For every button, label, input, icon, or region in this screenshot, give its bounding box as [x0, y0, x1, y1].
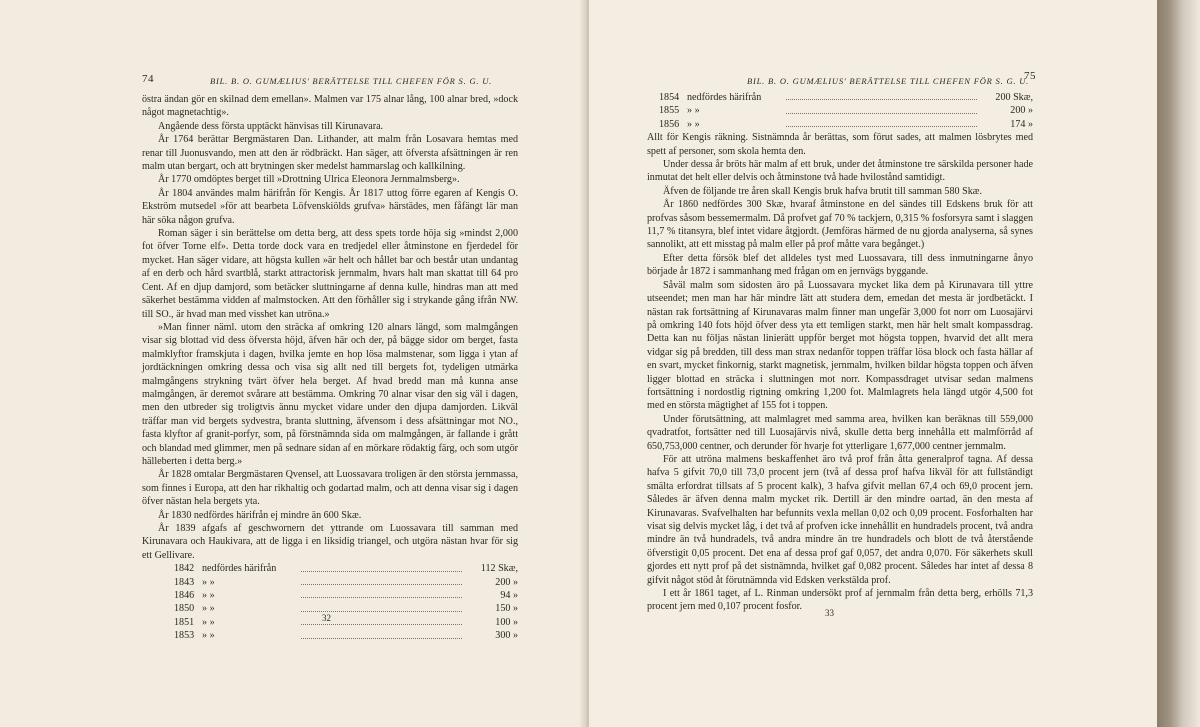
- paragraph: År 1839 afgafs af geschwornern det yttrande om Luossavara till samman med Kirunavara och Haukivara, att de ligga i en liksidig triangel, och utgöra nästan hvar för sig ett Gellivare.: [142, 523, 518, 561]
- right-running-title: BIL. B. O. GUMÆLIUS' BERÄTTELSE TILL CHEFEN FÖR S. G. U.: [747, 76, 1030, 86]
- leader-dots: [301, 589, 462, 598]
- table-value: 200 »: [495, 576, 518, 588]
- right-page-number: 75: [1024, 70, 1036, 82]
- table-year: 1842: [174, 563, 195, 575]
- table-year: 1851: [174, 616, 195, 628]
- table-row: [647, 118, 1033, 131]
- table-value: 200 Skæ,: [995, 92, 1033, 103]
- paragraph: År 1804 användes malm härifrån för Kengis. År 1817 uttog förre egaren af Kengis O. Ekström mutsedel »för att bearbeta Löfvenskiölds grufva» härstädes, men fåfängt lär man här söka någon grufva.: [142, 187, 518, 226]
- table-row: [142, 629, 518, 642]
- paragraph: »Man finner näml. utom den sträcka af omkring 120 alnars längd, som malmgången visar sig blottad vid dess öfversta höjd, äfven här och der, på bägge sidor om berget, fasta malmklyftor framskjuta i dagen, hvilka jemte en hop lösa malmstenar, som ligga i ytan af jordtäckningen omkring dessa och visa sig allt ned till bergets fot, tydeligen utmärka malmgångens strykning tvärt öfver hela berget. Af hvad bredd man må kunna anse malmgången, är deremot svårare att bestämma. Omkring 70 alnar visar den sig väl i dagen, men den utbreder sig troligtvis ännu mycket vidare under den djupa damjorden. Likväl träffar man vid bergets sydvestra, branta sluttning, äfvensom i dess afsättningar mot NO., fasta klyftor af granit-porfyr, som, på förstnämnda sida om malmgången, är fallande i grått och blandad med glimmer, men på sednare sidan af en mörkare rödaktig färg, och som utgör hälleberten i detta berg.»: [142, 321, 518, 467]
- paragraph: Efter detta försök blef det alldeles tyst med Luossavara, till dess inmutningarne ånyo började år 1872 i sammanhang med frågan om en jernvägs byggande.: [647, 252, 1033, 278]
- table-label: » »: [202, 590, 215, 602]
- paragraph: År 1764 berättar Bergmästaren Dan. Lithander, att malm från Losavara hemtas med renar till Juonusvando, men att den är rödbräckt. Han säger, att öfversta afsättningen är ren malm utan bergart, och att brytningen sker medelst hammarslag och kallkilning.: [142, 134, 518, 173]
- left-page: [0, 0, 585, 727]
- paragraph: År 1770 omdöptes berget till »Drottning Ulrica Eleonora Jernmalmsberg».: [158, 174, 460, 186]
- table-label: » »: [202, 603, 215, 615]
- table-value: 112 Skæ,: [480, 563, 518, 575]
- leader-dots: [786, 118, 977, 127]
- right-page: [589, 0, 1157, 727]
- left-page-number: 74: [142, 73, 154, 85]
- table-label: » »: [202, 616, 215, 628]
- table-row: [647, 91, 1033, 104]
- leader-dots: [301, 602, 462, 611]
- table-label: nedfördes härifrån: [202, 563, 277, 575]
- table-year: 1843: [174, 576, 195, 588]
- table-label: » »: [687, 118, 700, 130]
- paragraph: I ett år 1861 taget, af L. Rinman undersökt prof af jernmalm från detta berg, erhölls 71,3 procent jern med 0,107 procent fosfor.: [647, 588, 1033, 613]
- left-body-text: [142, 93, 518, 643]
- left-running-title: BIL. B. O. GUMÆLIUS' BERÄTTELSE TILL CHEFEN FÖR S. G. U.: [210, 76, 493, 86]
- paragraph: Allt för Kengis räkning. Sistnämnda år berättas, som förut sades, att malmen lösbrytes med spett af personer, som skola hemta den.: [647, 132, 1033, 157]
- table-value: 100 »: [495, 616, 518, 628]
- table-value: 300 »: [495, 630, 518, 642]
- paragraph: År 1828 omtalar Bergmästaren Qvensel, att Luossavara troligen är den största jernmassa, som finnes i Europa, att den har rikhaltig och godartad malm, och att denna visar sig i dagen öfver nästan hela bergets yta.: [142, 469, 518, 508]
- paragraph: Roman säger i sin berättelse om detta berg, att dess spets torde höja sig »mindst 2,000 fot öfver Torne elf». Detta torde dock vara en tredjedel eller åtminstone en fjerdedel för mycket. Han säger vidare, att högsta kullen »är helt och hållet bar och består utan undantag af en derb och hård svartblå, starkt attractorisk jernmalm, hvars halt man skattat till 64 pro Cent. Af en djup damjord, som betäcker sluttningarne af denna kulle, hindras man att med säkerhet bestämma vidden af malmstocken. Att den förhåller sig i strykande gång ifrån NW. till SO., är hvad man med visshet kan utröna.»: [142, 228, 518, 320]
- leader-dots: [786, 104, 977, 113]
- table-year: 1856: [659, 118, 680, 130]
- table-row: [142, 562, 518, 575]
- paragraph: Såväl malm som sidosten äro på Luossavara mycket lika dem på Kirunavara till yttre utseendet; men man har här mindre lätt att studera dem, emedan det mesta är jordbetäckt. I nästan rak fortsättning af Kirunavaras malm finner man ungefär 3,000 fot norr om Luosajärvi på omkring 140 fots höjd öfver dess yta ett temligen starkt, men här helt smalt kompassdrag. Detta kan nu följas nästan linierätt uppför berget mot högsta toppen, hvarvid det allt mera vidgar sig på bredden, till dess man strax nedanför toppen träffar lösa block och fasta hällar af en svart, mycket finkornig, starkt magnetisk, jernmalm, hvilken bildar högsta toppen och äfven ligger blottad en sträcka i sluttningen mot norr. Kompassdraget utvisar sedan malmens fortsättning i nordostlig rigtning omkring 1,200 fot. Malmlagrets hela längd utgör 4,500 fot med en största mägtighet af 155 fot i toppen.: [647, 279, 1033, 412]
- paragraph: År 1830 nedfördes härifrån ej mindre än 600 Skæ.: [158, 509, 362, 521]
- paragraph: östra ändan gör en skilnad dem emellan». Malmen var 175 alnar lång, 100 alnar bred, »dock något magnetachtig».: [142, 94, 518, 119]
- book-edge: [1157, 0, 1200, 727]
- table-year: 1855: [659, 105, 680, 117]
- table-label: nedfördes härifrån: [687, 92, 762, 103]
- paragraph: Under förutsättning, att malmlagret med samma area, hvilken kan beräknas till 559,000 qvadratfot, fortsätter ned till Luosajärvis nivå, skulle detta berg innehålla ett malmförråd af 650,753,000 centner, och derunder för hvarje fot ytterligare 1,677,000 centner jernmalm.: [647, 413, 1033, 452]
- left-footer-number: 32: [322, 613, 331, 623]
- leader-dots: [301, 629, 462, 638]
- table-year: 1850: [174, 603, 195, 615]
- paragraph: År 1860 nedfördes 300 Skæ, hvaraf åtminstone en del sändes till Edskens bruk för att profvas såsom bessemermalm. Då profvet gaf 70 % tackjern, 0,315 % fosforsyra samt i slaggen 11,7 % titansyra, blef intet vidare åtgjordt. (Jemföras härmed de nu gjorda analyserna, så synes sannolikt, att ett misstag på malm eller på prof måtte vara begånget.): [647, 199, 1033, 251]
- leader-dots: [786, 91, 977, 100]
- paragraph: Under dessa år bröts här malm af ett bruk, under det åtminstone tre särskilda personer hade inmutat det helt eller delvis och åtminstone två hade hvilostånd samtidigt.: [647, 159, 1033, 184]
- paragraph: Äfven de följande tre åren skall Kengis bruk hafva brutit till samman 580 Skæ.: [663, 185, 982, 197]
- leader-dots: [301, 576, 462, 585]
- table-value: 200 »: [1010, 105, 1033, 117]
- table-year: 1853: [174, 630, 195, 642]
- table-value: 94 »: [500, 590, 518, 602]
- table-label: » »: [202, 630, 215, 642]
- paragraph: För att utröna malmens beskaffenhet äro två prof från åtta generalprof tagna. Af dessa hafva 5 gifvit 70,0 till 73,0 procent jern (två af dessa prof hafva likväl för att fullständigt smälta erfordrat tillsats af 5 procent kalk), 3 hafva gifvit mellan 67,4 och 69,0 procent jern. Således är äfven denna malm mycket rik. Dertill är den mindre oartad, än den mesta af Kirunavaras. Svafvelhalten har befunnits vexla mellan 0,02 och 0,09 procent. Fosforhalten har visat sig delvis mycket låg, i det två af profven icke innehållit en hundradels procent, två andra mindre än två hundradels, två andra mindre än tre hundradels och blott de två återstående öfverstigit 0,05 procent. Det ena af dessa prof gaf 0,057, det andra 0,070. För säkerhets skull gjordes ett nytt prof på det sistnämnda, hvilket gaf 0,082 procent. Således har intet af dessa 8 gifvit något stöd åt förutnämnda vid Edsken verkstälda prof.: [647, 453, 1033, 586]
- table-year: 1846: [174, 590, 195, 602]
- table-row: [142, 576, 518, 589]
- table-label: » »: [202, 576, 215, 588]
- right-body-text: [647, 91, 1033, 614]
- paragraph: Angående dess första upptäckt hänvisas till Kirunavara.: [158, 120, 384, 132]
- table-row: [142, 589, 518, 602]
- table-year: 1854: [659, 92, 680, 103]
- table-value: 174 »: [1010, 118, 1033, 130]
- table-value: 150 »: [495, 603, 518, 615]
- table-label: » »: [687, 105, 700, 117]
- leader-dots: [301, 562, 462, 571]
- table-row: [647, 104, 1033, 117]
- right-footer-number: 33: [825, 608, 834, 618]
